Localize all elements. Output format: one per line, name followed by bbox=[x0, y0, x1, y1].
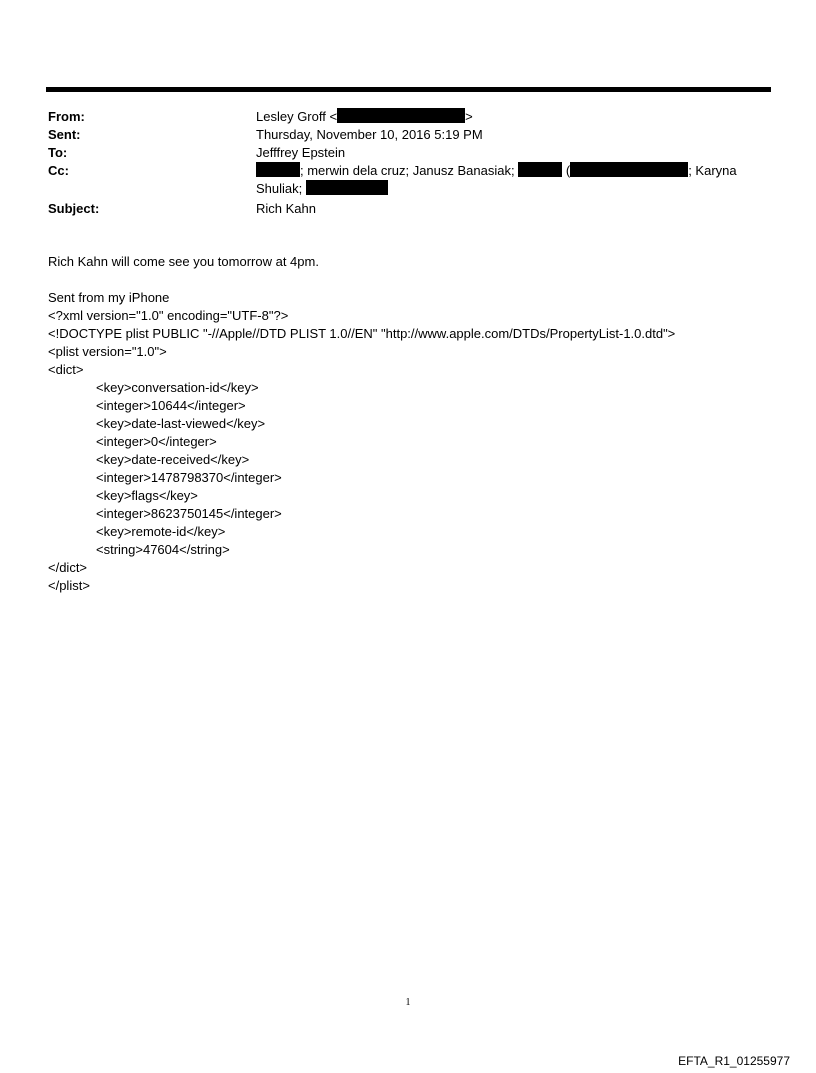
cc-part-2: ( bbox=[565, 163, 571, 178]
redaction-box bbox=[306, 180, 388, 195]
cc-value bbox=[256, 162, 768, 198]
xml-line: <!DOCTYPE plist PUBLIC "-//Apple//DTD PLIST 1.0//EN" "http://www.apple.com/DTDs/PropertyList-1.0.dtd"> bbox=[48, 326, 676, 341]
to-value: Jefffrey Epstein bbox=[256, 145, 346, 160]
xml-line: <key>flags</key> bbox=[96, 488, 198, 503]
xml-line: <key>remote-id</key> bbox=[96, 524, 226, 539]
from-label: From: bbox=[48, 109, 85, 124]
xml-line: <key>date-received</key> bbox=[96, 452, 250, 467]
bates-number: EFTA_R1_01255977 bbox=[678, 1054, 790, 1068]
header-rule bbox=[46, 87, 771, 92]
xml-line: <dict> bbox=[48, 362, 84, 377]
subject-row bbox=[48, 200, 768, 218]
cc-row bbox=[48, 162, 768, 198]
cc-part-4: Shuliak; bbox=[256, 181, 303, 196]
xml-line: <integer>8623750145</integer> bbox=[96, 506, 282, 521]
cc-part-3: ; Karyna bbox=[688, 163, 737, 178]
subject-value: Rich Kahn bbox=[256, 201, 316, 216]
cc-label: Cc: bbox=[48, 163, 69, 178]
email-body bbox=[48, 253, 778, 595]
xml-line: <integer>10644</integer> bbox=[96, 398, 246, 413]
from-name: Lesley Groff < bbox=[256, 109, 338, 124]
xml-line: <string>47604</string> bbox=[96, 542, 230, 557]
xml-line: </plist> bbox=[48, 578, 90, 593]
xml-line: <integer>1478798370</integer> bbox=[96, 470, 282, 485]
redaction-box bbox=[570, 162, 688, 177]
from-value bbox=[256, 108, 768, 126]
xml-line: <integer>0</integer> bbox=[96, 434, 217, 449]
xml-line: <?xml version="1.0" encoding="UTF-8"?> bbox=[48, 308, 289, 323]
xml-line: <plist version="1.0"> bbox=[48, 344, 167, 359]
subject-label: Subject: bbox=[48, 201, 100, 216]
page-number: 1 bbox=[405, 997, 411, 1008]
sent-value: Thursday, November 10, 2016 5:19 PM bbox=[256, 127, 483, 142]
email-header bbox=[48, 108, 768, 218]
xml-line: <key>date-last-viewed</key> bbox=[96, 416, 266, 431]
to-row bbox=[48, 144, 768, 162]
sent-row bbox=[48, 126, 768, 144]
sent-label: Sent: bbox=[48, 127, 81, 142]
message-text: Rich Kahn will come see you tomorrow at 4pm. bbox=[48, 254, 319, 269]
redaction-box bbox=[256, 162, 300, 177]
to-label: To: bbox=[48, 145, 68, 160]
redaction-box bbox=[518, 162, 562, 177]
signature: Sent from my iPhone bbox=[48, 290, 170, 305]
redaction-box bbox=[337, 108, 465, 123]
from-row bbox=[48, 108, 768, 126]
from-tail: > bbox=[465, 109, 473, 124]
xml-line: </dict> bbox=[48, 560, 88, 575]
xml-line: <key>conversation-id</key> bbox=[96, 380, 259, 395]
cc-part-1: ; merwin dela cruz; Janusz Banasiak; bbox=[300, 163, 515, 178]
